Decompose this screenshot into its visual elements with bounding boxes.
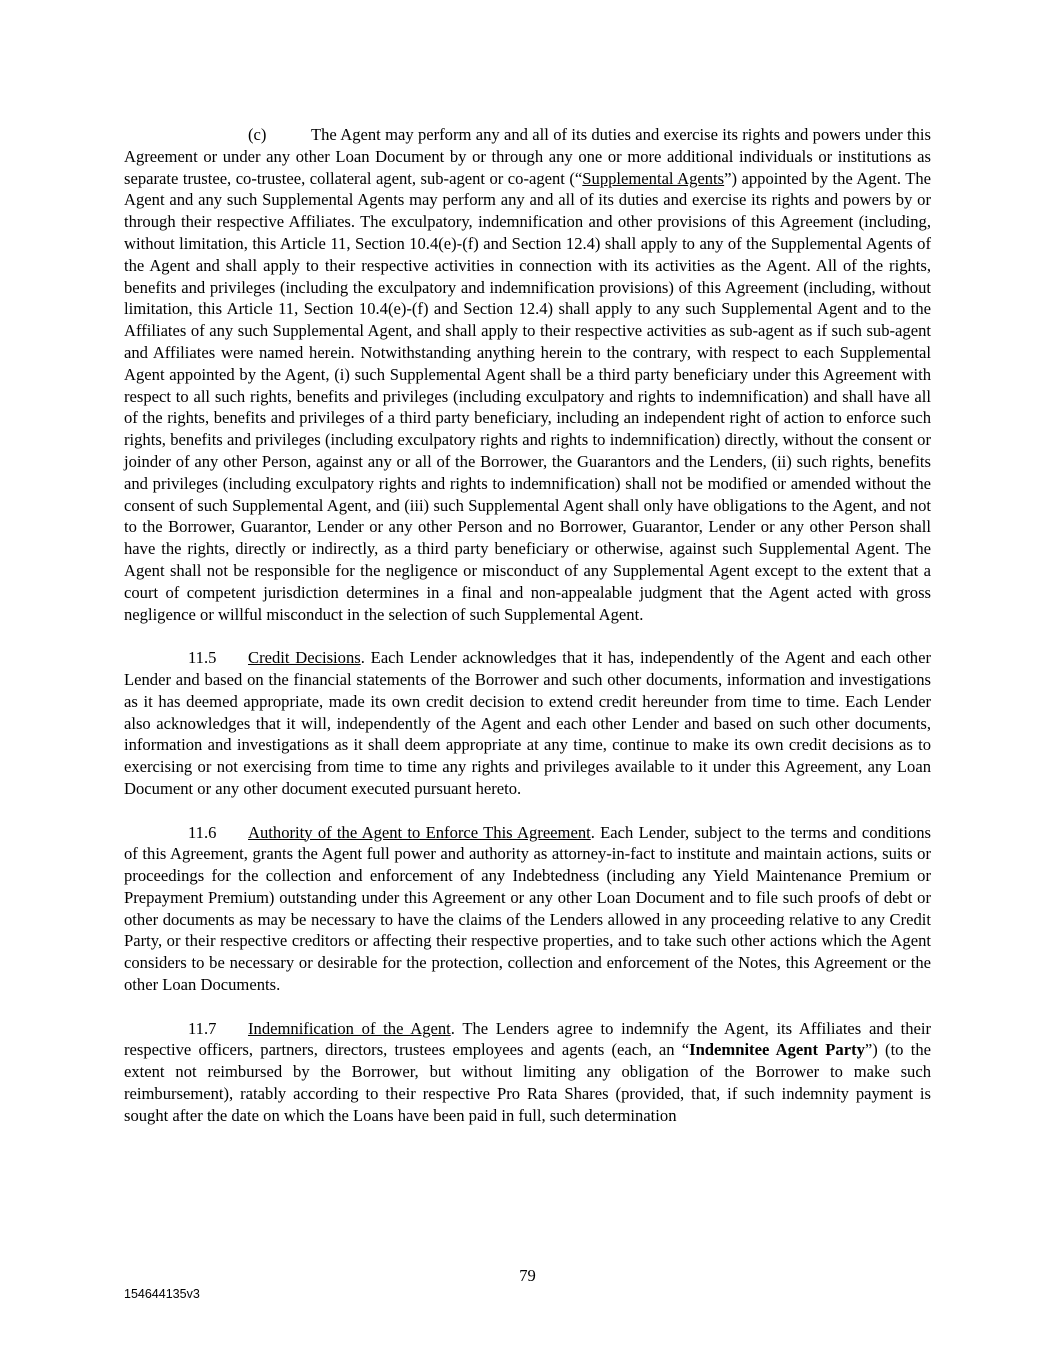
paragraph-c (124, 124, 931, 625)
paragraph-text: . Each Lender, subject to the terms and conditions of this Agreement, grants the Agent full power and authority as attorney-in-fact to institute and maintain actions, suits or proceedings for the collection and enforcement of any Indebtedness (including any Yield Maintenance Premium or Prepayment Premium) outstanding under this Agreement or any other Loan Document and to file such proofs of debt or other documents as may be necessary to have the claims of the Lenders allowed in any proceeding relative to any Credit Party, or their respective creditors or affecting their respective properties, and to take such other actions which the Agent considers to be necessary or desirable for the protection, collection and enforcement of the Notes, this Agreement or the other Loan Documents. (124, 822, 931, 995)
clause-label: (c) (248, 125, 267, 144)
paragraph-text: The Agent may perform any and all of its duties and exercise its rights and powers under this Agreement or under any other Loan Document by or through any one or more additional individuals or institutions as separate trustee, co-trustee, collateral agent, sub-agent or co-agent (“ (124, 125, 931, 188)
section-11-5 (124, 647, 931, 800)
paragraph-text: . Each Lender acknowledges that it has, independently of the Agent and each other Lender and based on the financial statements of the Borrower and such other documents, information and investigations as it has deemed appropriate, made its own credit decision to extend credit hereunder from time to time. Each Lender also acknowledges that it will, independently of the Agent and each other Lender and based on such other documents, information and investigations as it shall deem appropriate at any time, continue to make its own credit decisions as to exercising or not exercising from time to time any rights and privileges available to it under this Agreement, any Loan Document or any other document executed pursuant hereto. (124, 648, 931, 798)
section-11-6 (124, 822, 931, 996)
paragraph-text: . The Lenders agree to indemnify the Agent, its Affiliates and their respective officers, partners, directors, trustees employees and agents (each, an “ (124, 1018, 931, 1060)
document-body (124, 124, 931, 1127)
section-number: 11.7 (188, 1018, 217, 1038)
document-id: 154644135v3 (124, 1287, 200, 1301)
defined-term: Indemnitee Agent Party (689, 1040, 865, 1060)
defined-term: Supplemental Agents (582, 168, 725, 188)
section-title: Authority of the Agent to Enforce This Agreement (248, 822, 591, 842)
paragraph-text: ”) (to the extent not reimbursed by the Borrower, but without limiting any obligation of the Borrower to make such reimbursement), ratably according to their respective Pro Rata Shares (provided, that, if such indemnity payment is sought after the date on which the Loans have been paid in full, such determination (124, 1040, 931, 1125)
section-number: 11.6 (188, 822, 217, 842)
section-title: Indemnification of the Agent (248, 1018, 451, 1038)
section-number: 11.5 (188, 648, 217, 668)
section-11-7 (124, 1018, 931, 1127)
page-number: 79 (519, 1266, 536, 1285)
section-title: Credit Decisions (248, 648, 361, 668)
paragraph-text: ”) appointed by the Agent. The Agent and any such Supplemental Agents may perform any and all of its duties and exercise its rights and powers by or through their respective Affiliates. The exculpatory, indemnification and other provisions of this Agreement (including, without limitation, this Article 11, Section 10.4(e)-(f) and Section 12.4) shall apply to any of the Supplemental Agents of the Agent and shall apply to their respective activities in connection with its activities as the Agent. All of the rights, benefits and privileges (including the exculpatory and indemnification provisions) of this Agreement (including, without limitation, this Article 11, Section 10.4(e)-(f) and Section 12.4) shall apply to any such Supplemental Agent and to the Affiliates of any such Supplemental Agent, and shall apply to their respective activities as sub-agent as if such sub-agent and Affiliates were named herein. Notwithstanding anything herein to the contrary, with respect to each Supplemental Agent appointed by the Agent, (i) such Supplemental Agent shall be a third party beneficiary under this Agreement with respect to all such rights, benefits and privileges (including exculpatory and rights to indemnification) and shall have all of the rights, benefits and privileges of a third party beneficiary, including an independent right of action to enforce such rights, benefits and privileges (including exculpatory rights and rights to indemnification) directly, without the consent or joinder of any other Person, against any or all of the Borrower, the Guarantors and the Lenders, (ii) such rights, benefits and privileges (including exculpatory rights and rights to indemnification) shall not be modified or amended without the consent of such Supplemental Agent, and (iii) such Supplemental Agent shall only have obligations to the Agent, and not to the Borrower, Guarantor, Lender or any other Person and no Borrower, Guarantor, Lender or any other Person shall have the rights, directly or indirectly, as a third party beneficiary or otherwise, against such Supplemental Agent. The Agent shall not be responsible for the negligence or misconduct of any Supplemental Agent except to the extent that a court of competent jurisdiction determines in a final and non-appealable judgment that the Agent acted with gross negligence or willful misconduct in the selection of such Supplemental Agent. (124, 168, 931, 624)
